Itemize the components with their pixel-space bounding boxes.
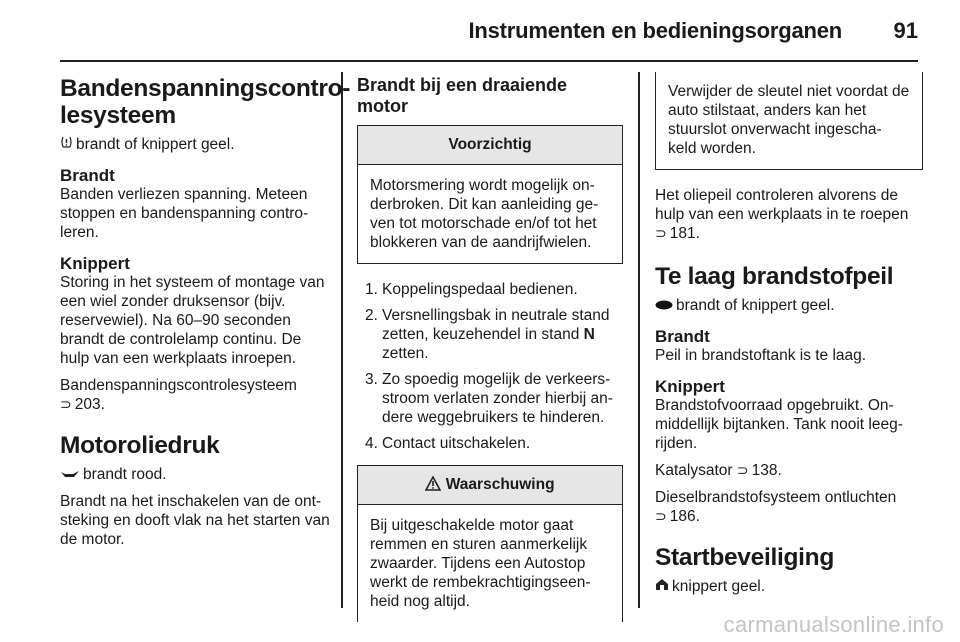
column-divider xyxy=(638,72,640,608)
indicator-description: brandt of knippert geel. xyxy=(76,136,235,153)
reference-page[interactable]: 181. xyxy=(669,225,700,242)
warning-continued-text: Verwijder de sleutel niet voordat de auto stilstaat, anders kan het stuurslot onverwacht ingescha-keld worden. xyxy=(668,83,910,157)
oil-can-icon xyxy=(60,465,80,484)
warning-title: Waarschuwing xyxy=(358,466,622,505)
caution-title: Voorzichtig xyxy=(358,126,622,165)
subheading-knippert: Knippert xyxy=(60,254,130,273)
list-item: 2. Versnellingsbak in neutrale stand zetten, keuzehendel in stand N zetten. xyxy=(365,307,610,362)
immobiliser-icon xyxy=(655,577,669,596)
cross-reference: Katalysator ⊃ 138. xyxy=(655,462,782,479)
list-item: 3. Zo spoedig mogelijk de verkeers-stroom verlaten zonder hierbij an-dere weggebruikers te hinderen. xyxy=(365,371,613,426)
column-middle xyxy=(357,75,623,638)
section-heading: Motoroliedruk xyxy=(60,432,220,459)
warning-text: Bij uitgeschakelde motor gaat remmen en sturen aanmerkelijk zwaarder. Tijdens een Autostop werkt de rembekrachtigingseen-heid nog altijd. xyxy=(370,517,591,610)
watermark: carmanualsonline.info xyxy=(723,612,944,637)
reference-page[interactable]: 186. xyxy=(669,508,700,525)
section-fuel xyxy=(655,263,923,526)
page-number: 91 xyxy=(893,18,918,43)
section-immobiliser xyxy=(655,544,923,596)
page-header xyxy=(60,14,918,50)
subheading-brandt: Brandt xyxy=(655,327,710,346)
list-item: 4. Contact uitschakelen. xyxy=(365,435,531,452)
header-rule xyxy=(60,60,918,62)
warning-triangle-icon xyxy=(425,476,445,493)
column-right xyxy=(655,72,923,614)
brandt-text: Banden verliezen spanning. Meteen stoppen en bandenspanning contro-leren. xyxy=(60,186,309,241)
indicator-description: knippert geel. xyxy=(672,578,766,595)
reference-page[interactable]: 138. xyxy=(751,462,782,479)
list-item: 1. Koppelingspedaal bedienen. xyxy=(365,281,578,298)
fuel-knippert-text: Brandstofvoorraad opgebruikt. On-middellijk bijtanken. Tank nooit leeg-rijden. xyxy=(655,397,903,452)
warning-box xyxy=(357,465,623,622)
section-oil-pressure xyxy=(60,432,332,549)
caution-text: Motorsmering wordt mogelijk on-derbroken. Dit kan aanleiding ge-ven tot motorschade en/of tot het blokkeren van de aandrijfwielen. xyxy=(370,177,599,251)
section-heading: Brandt bij een draaiende motor xyxy=(357,75,568,116)
fuel-brandt-text: Peil in brandstoftank is te laag. xyxy=(655,347,867,364)
column-divider xyxy=(341,72,343,608)
tire-pressure-icon xyxy=(60,135,73,154)
oil-text: Brandt na het inschakelen van de ont-steking en dooft vlak na het starten van de motor. xyxy=(60,493,330,548)
section-tpms xyxy=(60,75,351,414)
reference-arrow-icon: ⊃ xyxy=(60,396,72,412)
caution-box xyxy=(357,125,623,264)
section-heading: Startbeveiliging xyxy=(655,544,834,571)
reference-arrow-icon: ⊃ xyxy=(736,462,749,478)
section-heading: Bandenspanningscontro- lesysteem xyxy=(60,75,351,129)
steps-list xyxy=(357,280,623,453)
reference-page[interactable]: 203. xyxy=(74,396,105,413)
warning-box-continued xyxy=(655,72,923,170)
cross-reference: Dieselbrandstofsysteem ontluchten ⊃ 186. xyxy=(655,489,897,525)
subheading-brandt: Brandt xyxy=(60,166,115,185)
reference-arrow-icon: ⊃ xyxy=(655,225,667,241)
knippert-text: Storing in het systeem of montage van een wiel zonder druksensor (bijv. reservewiel). Na 60–90 seconden brandt de controlelamp continu. De hulp van een werkplaats inroepen. xyxy=(60,274,325,367)
subheading-knippert: Knippert xyxy=(655,377,725,396)
oil-check-text: Het oliepeil controleren alvorens de hulp van een werkplaats in te roepen ⊃ 181. xyxy=(655,187,909,242)
reference-arrow-icon: ⊃ xyxy=(655,508,667,524)
indicator-description: brandt of knippert geel. xyxy=(676,297,835,314)
fuel-icon xyxy=(655,296,673,315)
section-heading: Te laag brandstofpeil xyxy=(655,263,894,290)
cross-reference: Bandenspanningscontrolesysteem ⊃ 203. xyxy=(60,377,297,413)
indicator-description: brandt rood. xyxy=(83,466,167,483)
column-left xyxy=(60,75,351,567)
header-title: Instrumenten en bedieningsorganen xyxy=(468,18,842,43)
